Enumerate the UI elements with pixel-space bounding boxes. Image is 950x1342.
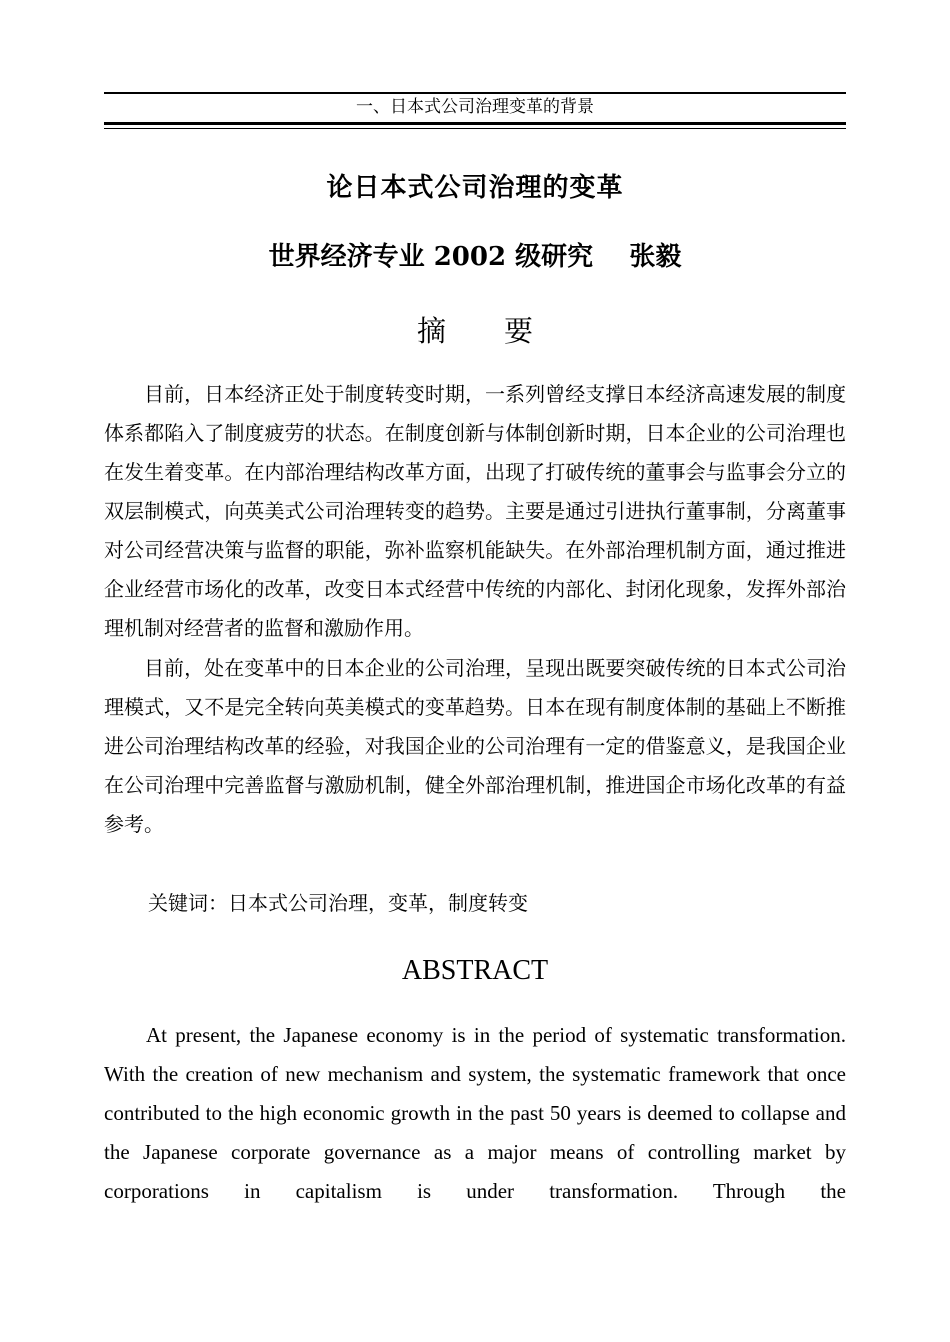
- header-rule-top: [104, 92, 846, 94]
- keywords-text: 日本式公司治理，变革，制度转变: [228, 891, 528, 915]
- abstract-heading: 摘 要: [416, 314, 533, 348]
- abstract-paragraph-1: 目前，日本经济正处于制度转变时期，一系列曾经支撑日本经济高速发展的制度体系都陷入了制度疲劳的状态。在制度创新与体制创新时期，日本企业的公司治理也在发生着变革。在内部治理结构改革方面，出现了打破传统的董事会与监事会分立的双层制模式，向英美式公司治理转变的趋势。主要是通过引进执行董事制，分离董事对公司经营决策与监督的职能，弥补监察机能缺失。在外部治理机制方面，通过推进企业经营市场化的改革，改变日本式经营中传统的内部化、封闭化现象，发挥外部治理机制对经营者的监督和激励作用。: [104, 382, 846, 640]
- paper-title: 论日本式公司治理的变革: [326, 173, 624, 203]
- english-abstract-heading: ABSTRACT: [401, 955, 549, 986]
- keywords-label: 关键词：: [148, 891, 228, 915]
- header-rule-bottom-thick: [104, 122, 846, 125]
- running-header: 一、日本式公司治理变革的背景: [356, 97, 594, 117]
- abstract-paragraph-2: 目前，处在变革中的日本企业的公司治理，呈现出既要突破传统的日本式公司治理模式，又不是完全转向英美模式的变革趋势。日本在现有制度体制的基础上不断推进公司治理结构改革的经验，对我国企业的公司治理有一定的借鉴意义，是我国企业在公司治理中完善监督与激励机制，健全外部治理机制，推进国企市场化改革的有益参考。: [104, 656, 846, 836]
- keywords-line: [148, 884, 528, 923]
- header-rule-bottom-thin: [104, 128, 846, 129]
- author-line: 世界经济专业 2002 级研究 张毅: [268, 242, 682, 272]
- english-abstract-paragraph: At present, the Japanese economy is in the period of systematic transformation. With the creation of new mechanism and system, the systematic framework that once contributed to the high economic growth in the past 50 years is deemed to collapse and the Japanese corporate governance as a major means of controlling market by corporations in capitalism is under transformation. Through the: [104, 1023, 846, 1203]
